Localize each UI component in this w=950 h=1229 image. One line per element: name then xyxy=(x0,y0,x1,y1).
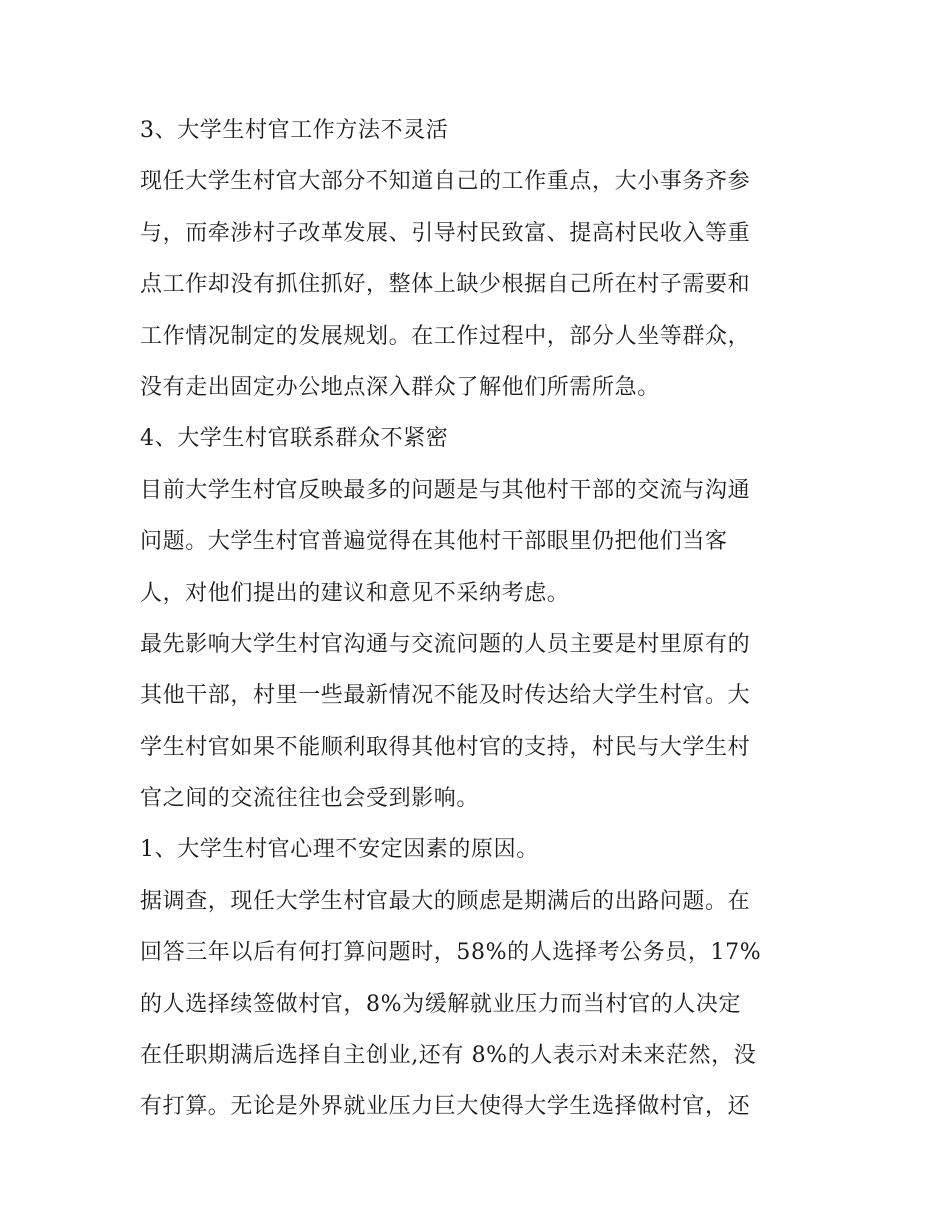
paragraph-line: 据调查，现任大学生村官最大的顾虑是期满后的出路问题。在 xyxy=(140,888,751,914)
paragraph-line: 的人选择续签做村官，8%为缓解就业压力而当村官的人决定 xyxy=(140,991,742,1017)
section-heading-3: 3、大学生村官工作方法不灵活 xyxy=(140,118,449,143)
paragraph-line: 官之间的交流往往也会受到影响。 xyxy=(140,786,480,812)
paragraph-line: 现任大学生村官大部分不知道自己的工作重点，大小事务齐参 xyxy=(140,169,751,195)
paragraph-line: 有打算。无论是外界就业压力巨大使得大学生选择做村官，还 xyxy=(140,1094,751,1120)
section-heading-4: 4、大学生村官联系群众不紧密 xyxy=(140,426,449,452)
paragraph-line: 学生村官如果不能顺利取得其他村官的支持，村民与大学生村 xyxy=(140,734,751,760)
paragraph-line: 点工作却没有抓住抓好，整体上缺少根据自己所在村子需要和 xyxy=(140,272,751,298)
paragraph-line: 人，对他们提出的建议和意见不采纳考虑。 xyxy=(140,580,570,606)
paragraph-line: 与，而牵涉村子改革发展、引导村民致富、提高村民收入等重 xyxy=(140,220,751,246)
paragraph-line: 工作情况制定的发展规划。在工作过程中，部分人坐等群众， xyxy=(140,323,751,349)
paragraph-line: 其他干部，村里一些最新情况不能及时传达给大学生村官。大 xyxy=(140,683,751,709)
paragraph-line: 在任职期满后选择自主创业,还有 8%的人表示对未来茫然，没 xyxy=(140,1043,757,1069)
paragraph-line: 回答三年以后有何打算问题时，58%的人选择考公务员，17% xyxy=(140,940,762,966)
paragraph-line: 最先影响大学生村官沟通与交流问题的人员主要是村里原有的 xyxy=(140,631,751,657)
section-heading-1: 1、大学生村官心理不安定因素的原因。 xyxy=(140,837,539,863)
document-body xyxy=(140,112,816,1140)
paragraph-line: 目前大学生村官反映最多的问题是与其他村干部的交流与沟通 xyxy=(140,477,751,503)
paragraph-line: 问题。大学生村官普遍觉得在其他村干部眼里仍把他们当客 xyxy=(140,529,728,555)
paragraph-line: 没有走出固定办公地点深入群众了解他们所需所急。 xyxy=(140,374,660,400)
